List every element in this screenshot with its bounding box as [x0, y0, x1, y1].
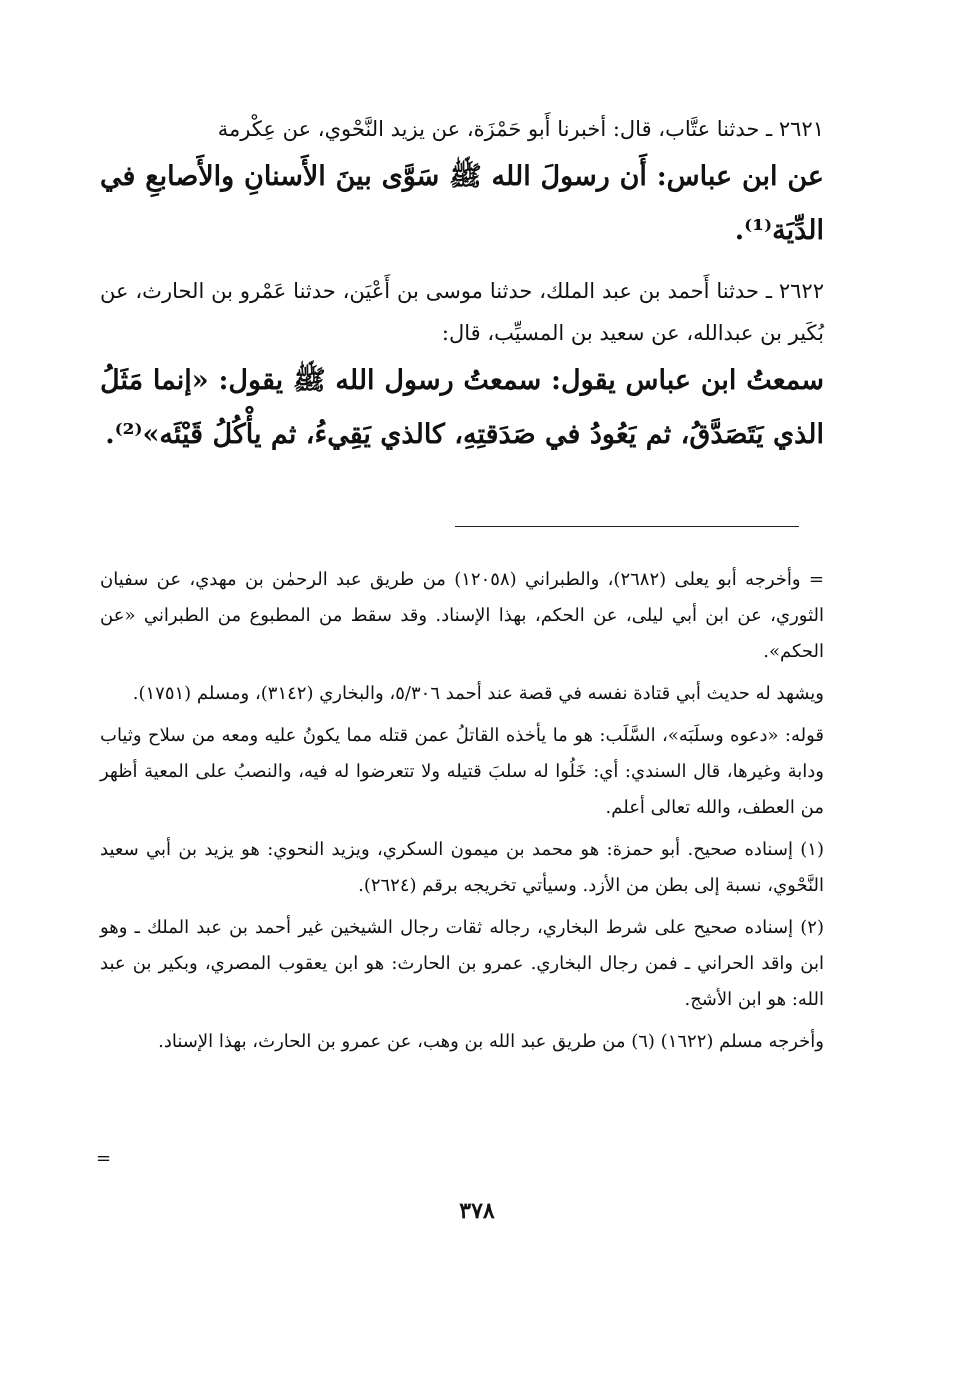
- footnotes: [100, 562, 824, 1066]
- hadith-2622-matn: سمعتُ ابن عباس يقول: سمعتُ رسول الله ﷺ يقول: «إنما مَثَلُ الذي يَتَصَدَّقُ، ثم يَعُودُ في صَدَقتِهِ، كالذي يَقِيءُ، ثم يأْكُلُ قَيْئَه»⁽²⁾.: [100, 365, 824, 450]
- footnote-separator: [455, 526, 799, 527]
- main-text: [100, 108, 824, 462]
- footnote-explanation: قوله: «دعوه وسلَبَه»، السَّلَب: هو ما يأخذه القاتلُ عمن قتله مما يكونُ عليه ومعه من سلاح وثياب ودابة وغيرها، قال السندي: أي: خَلُوا له سلبَ قتيله ولا تتعرضوا له فيه، والنصبُ على المعية أظهر من العطف، والله تعالى أعلم.: [100, 725, 824, 818]
- continuation-mark: =: [96, 1148, 112, 1169]
- footnote-witness: ويشهد له حديث أبي قتادة نفسه في قصة عند أحمد ٥/٣٠٦، والبخاري (٣١٤٢)، ومسلم (١٧٥١).: [132, 683, 824, 704]
- hadith-2621-matn: عن ابن عباس: أَن رسولَ الله ﷺ سَوَّى بينَ الأَسنانِ والأَصابعِ في الدِّيَة⁽¹⁾.: [100, 161, 824, 246]
- hadith-2621-isnad: ٢٦٢١ ـ حدثنا عتَّاب، قال: أخبرنا أَبو حَمْزَة، عن يزيد النَّحْوي، عن عِكْرمة: [217, 117, 824, 141]
- page-number: ٣٧٨: [459, 1198, 495, 1224]
- footnote-continued: = وأخرجه أبو يعلى (٢٦٨٢)، والطبراني (١٢٠٥٨) من طريق عبد الرحمٰن بن مهدي، عن سفيان الثوري، عن ابن أبي ليلى، عن الحكم، بهذا الإسناد. وقد سقط من المطبوع من الطبراني «عن الحكم».: [100, 569, 824, 662]
- hadith-2622-isnad: ٢٦٢٢ ـ حدثنا أَحمد بن عبد الملك، حدثنا موسى بن أَعْيَن، حدثنا عَمْرو بن الحارث، عن بُكَير بن عبدالله، عن سعيد بن المسيِّب، قال:: [100, 279, 824, 345]
- footnote-2: (٢) إسناده صحيح على شرط البخاري، رجاله ثقات رجال الشيخين غير أحمد بن عبد الملك ـ وهو ابن واقد الحراني ـ فمن رجال البخاري. عمرو بن الحارث: هو ابن يعقوب المصري، وبكير بن عبد الله: هو ابن الأشج.: [100, 917, 824, 1010]
- footnote-1: (١) إسناده صحيح. أبو حمزة: هو محمد بن ميمون السكري، ويزيد النحوي: هو يزيد بن أبي سعيد النَّحْوي، نسبة إلى بطن من الأزد. وسيأتي تخريجه برقم (٢٦٢٤).: [100, 839, 824, 896]
- footnote-2-takhrij: وأخرجه مسلم (١٦٢٢) (٦) من طريق عبد الله بن وهب، عن عمرو بن الحارث، بهذا الإسناد.: [158, 1031, 824, 1052]
